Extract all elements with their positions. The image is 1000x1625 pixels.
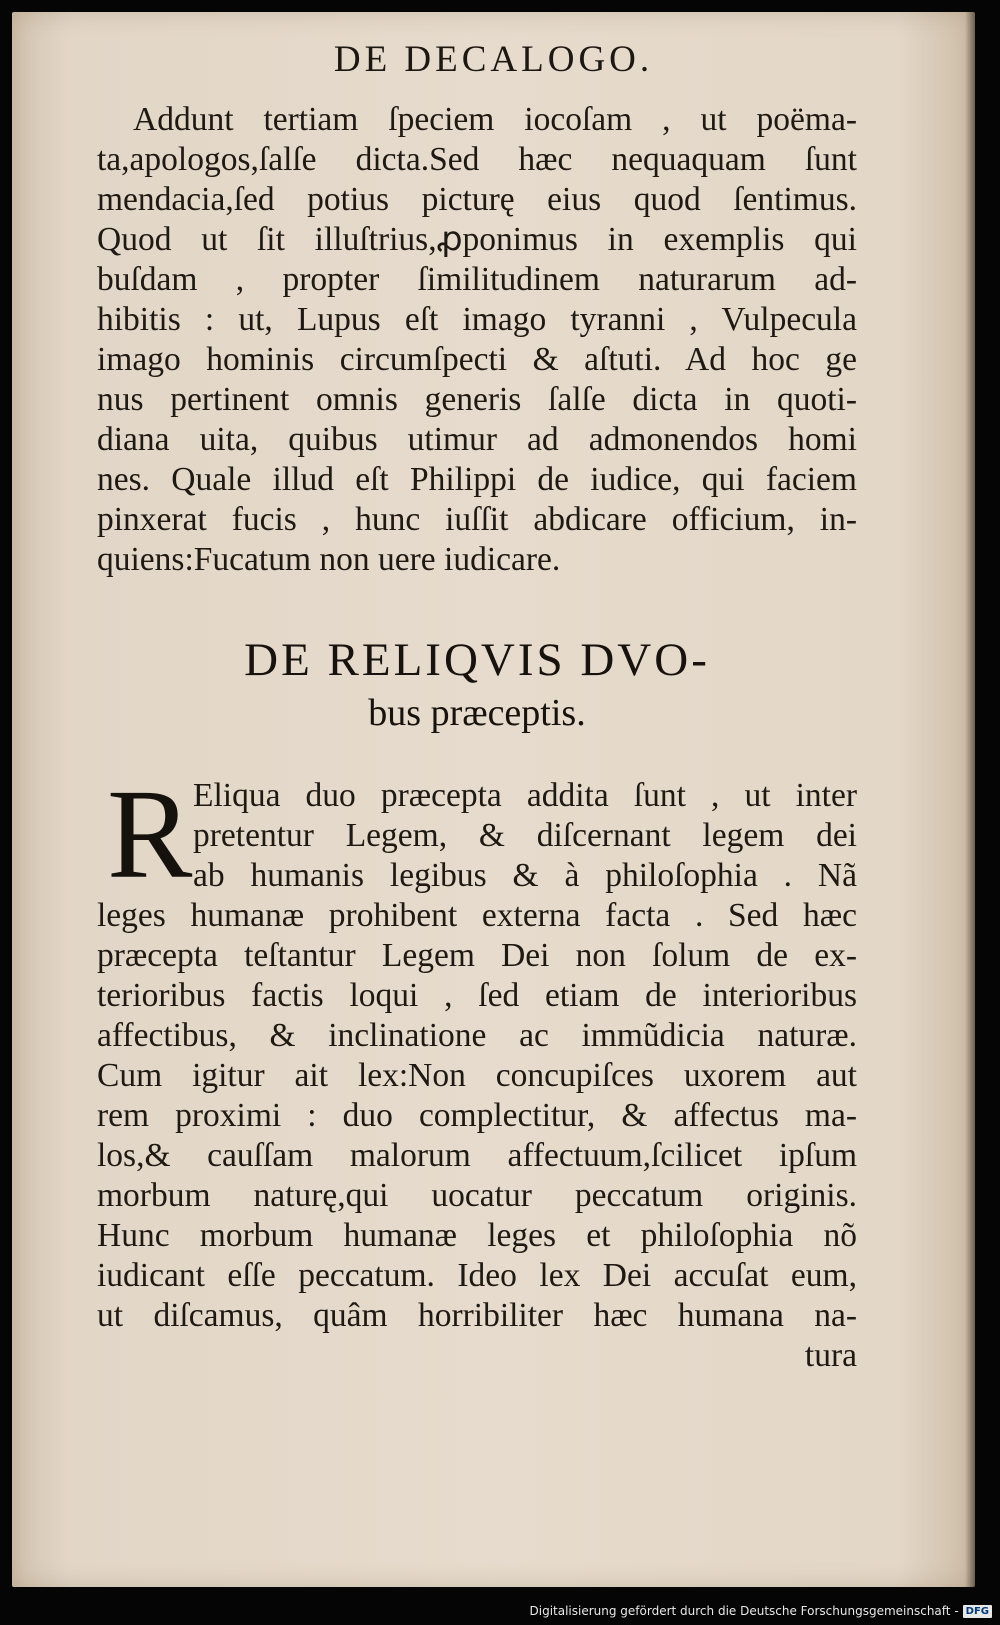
text-line: imago hominis circumſpecti & aſtuti. Ad hoc ge — [97, 341, 857, 378]
text-line: terioribus factis loqui , ſed etiam de interioribus — [97, 977, 857, 1014]
text-line: affectibus, & inclinatione ac immũdicia naturæ. — [97, 1017, 857, 1054]
drop-cap-initial: R — [107, 763, 193, 905]
text-line: leges humanæ prohibent externa facta . Sed hæc — [97, 897, 857, 934]
catchword: tura — [804, 1337, 857, 1374]
text-line: mendacia,ſed potius picturę eius quod ſentimus. — [97, 181, 857, 218]
text-line: nes. Quale illud eſt Philippi de iudice, qui faciem — [97, 461, 857, 498]
text-line: Quod ut ſit illuſtrius,ꝓponimus in exemplis qui — [97, 221, 857, 258]
text-line: iudicant eſſe peccatum. Ideo lex Dei accuſat eum, — [97, 1257, 857, 1294]
running-head: DE DECALOGO. — [333, 39, 654, 80]
text-line: pretentur Legem, & diſcernant legem dei — [193, 817, 857, 854]
digitization-footer — [530, 1604, 993, 1618]
page-edge-shadow — [965, 12, 975, 1587]
footer-text: Digitalisierung gefördert durch die Deutsche Forschungsgemeinschaft - — [529, 1604, 959, 1618]
text-line: los,& cauſſam malorum affectuum,ſcilicet ipſum — [97, 1137, 857, 1174]
dfg-logo: DFG — [963, 1605, 992, 1618]
text-line: ab humanis legibus & à philoſophia . Nã — [193, 857, 857, 894]
text-line: morbum naturę,qui uocatur peccatum originis. — [97, 1177, 857, 1214]
text-line: rem proximi : duo complectitur, & affectus ma- — [97, 1097, 857, 1134]
text-line: Addunt tertiam ſpeciem iocoſam , ut poëma- — [133, 101, 857, 138]
section-heading — [92, 632, 862, 738]
paragraph-2 — [97, 776, 857, 1376]
text-line: præcepta teſtantur Legem Dei non ſolum de ex- — [97, 937, 857, 974]
text-line: Eliqua duo præcepta addita ſunt , ut inter — [193, 777, 857, 814]
text-line: hibitis : ut, Lupus eſt imago tyranni , Vulpecula — [97, 301, 857, 338]
book-page — [12, 12, 975, 1587]
text-line: buſdam , propter ſimilitudinem naturarum ad- — [97, 261, 857, 298]
paragraph-1 — [97, 100, 857, 580]
text-line: ta,apologos,ſalſe dicta.Sed hæc nequaquam ſunt — [97, 141, 857, 178]
section-heading-line-1: DE RELIQVIS DVO- — [244, 634, 710, 686]
text-line: diana uita, quibus utimur ad admonendos homi — [97, 421, 857, 458]
text-line: Cum igitur ait lex:Non concupiſces uxorem aut — [97, 1057, 857, 1094]
section-heading-line-2: bus præceptis. — [368, 692, 586, 734]
text-line: nus pertinent omnis generis ſalſe dicta in quoti- — [97, 381, 857, 418]
text-line: pinxerat fucis , hunc iuſſit abdicare officium, in- — [97, 501, 857, 538]
text-line: quiens:Fucatum non uere iudicare. — [97, 541, 561, 578]
text-line: Hunc morbum humanæ leges et philoſophia nõ — [97, 1217, 857, 1254]
text-line: ut diſcamus, quâm horribiliter hæc humana na- — [97, 1297, 857, 1334]
